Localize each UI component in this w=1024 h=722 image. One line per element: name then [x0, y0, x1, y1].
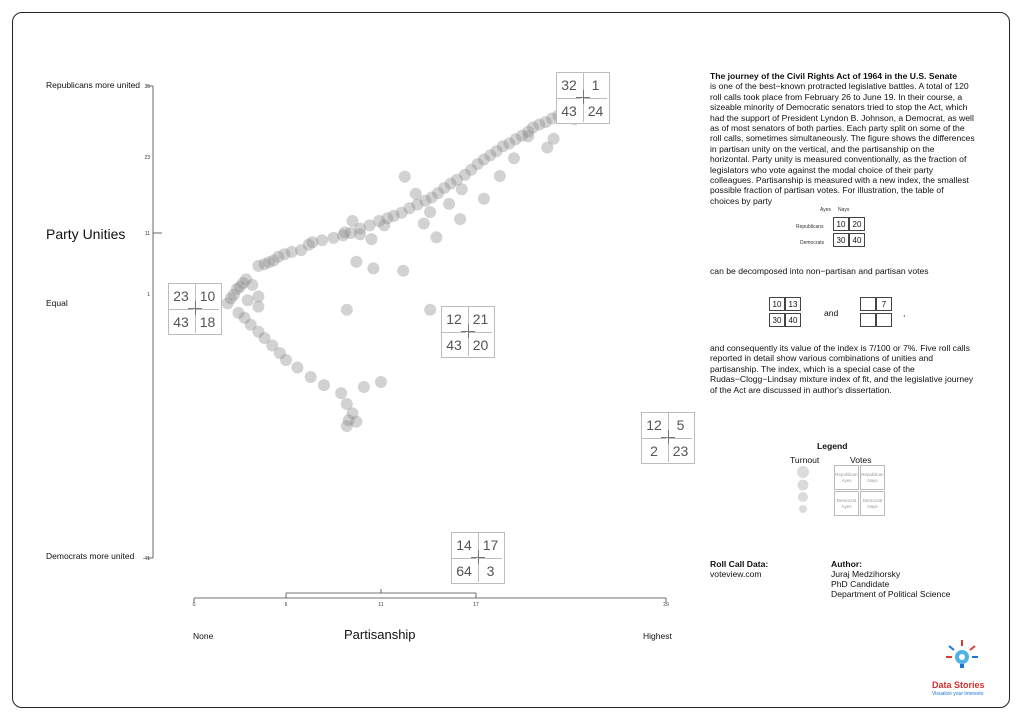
legend-turnout-circles [790, 466, 816, 518]
legend-title: Legend [817, 441, 848, 451]
data-point [358, 381, 370, 393]
y-tick-label: 23 [144, 155, 150, 161]
example-row-dem: Democrats [800, 240, 825, 246]
roll-call-box-1 [556, 72, 610, 124]
data-point [341, 304, 353, 316]
data-point [508, 152, 520, 164]
data-point [242, 294, 254, 306]
example-col-ayes: Ayes [820, 207, 832, 213]
data-point [339, 226, 351, 238]
x-tick-label: 11 [378, 602, 384, 608]
description-title: The journey of the Civil Rights Act of 1964 in the U.S. Senate [710, 71, 958, 81]
author-name: Juraj Medzihorsky [831, 569, 901, 579]
legend-cell-dem-nays: Democrat Nays [860, 491, 885, 516]
legend-turnout-label: Turnout [790, 455, 820, 465]
data-point [354, 228, 366, 240]
logo-tagline: Visualize your interests [932, 691, 984, 697]
example-cell: 40 [849, 233, 865, 247]
author-title: PhD Candidate [831, 579, 890, 589]
data-point [303, 239, 315, 251]
p-cell [876, 313, 892, 327]
x-tick-label: 6 [284, 602, 288, 608]
y-tick-label: 1 [147, 292, 150, 298]
rc2-repub-nays: 10 [195, 284, 219, 308]
data-point [494, 170, 506, 182]
data-point [252, 301, 264, 313]
x-tick-label: 0 [192, 602, 196, 608]
data-point [378, 219, 390, 231]
data-point [318, 379, 330, 391]
and-label: and [824, 308, 839, 318]
legend-votes-label: Votes [850, 455, 872, 465]
description-text [710, 71, 975, 206]
data-point [305, 371, 317, 383]
rc4-dem-ayes: 2 [642, 438, 666, 462]
x-label-left: None [193, 631, 214, 641]
rc3-dem-ayes: 43 [442, 332, 466, 356]
example-cell: 30 [833, 233, 849, 247]
data-point [548, 133, 560, 145]
data-point [246, 279, 258, 291]
data-source-link[interactable]: voteview.com [710, 569, 762, 579]
rc4-repub-nays: 5 [668, 413, 692, 437]
logo-name: Data Stories [932, 680, 985, 690]
decompose-text: can be decomposed into non−partisan and partisan votes [710, 266, 929, 276]
conclusion-text: and consequently its value of the index is 7/100 or 7%. Five roll calls reported in detail show various combinations of unities and partisanship. The index, which is a special case of the Rudas−Clogg−Lindsay mixture index of fit, and the legislative journey of the Act are discussed in author's dissertation. [710, 343, 974, 395]
y-tick-label: 11 [144, 231, 150, 237]
rc5-dem-nays: 3 [478, 558, 502, 582]
data-point [375, 376, 387, 388]
data-point [399, 171, 411, 183]
rc1-repub-nays: 1 [583, 73, 607, 97]
rc2-repub-ayes: 23 [173, 288, 189, 304]
data-point [454, 213, 466, 225]
plot-axes [143, 84, 669, 608]
data-point [410, 188, 422, 200]
legend-cell-dem-ayes: Democrat Ayes [834, 491, 859, 516]
data-point [347, 215, 359, 227]
roll-call-box-2 [168, 283, 222, 335]
roll-call-box-4 [641, 412, 695, 464]
data-point [341, 420, 353, 432]
legend-cell-rep-ayes: Republican Ayes [834, 465, 859, 490]
rc5-repub-nays: 17 [478, 533, 502, 557]
legend-cell-rep-nays: Republican Nays [860, 465, 885, 490]
rc4-dem-nays: 23 [668, 438, 692, 462]
data-point [335, 387, 347, 399]
roll-call-box-5 [451, 532, 505, 584]
data-point [424, 206, 436, 218]
example-cell: 10 [833, 217, 849, 231]
np-cell: 40 [785, 313, 801, 327]
p-cell [860, 313, 876, 327]
y-label-equal: Equal [46, 298, 68, 308]
rc2-dem-nays: 18 [195, 309, 219, 333]
example-row-rep: Republicans [796, 224, 824, 230]
data-point [366, 233, 378, 245]
p-cell: 7 [876, 297, 892, 311]
data-source-label: Roll Call Data: [710, 559, 769, 569]
rc4-repub-ayes: 12 [646, 417, 662, 433]
y-tick-label: -41 [142, 556, 150, 562]
x-tick-label: 17 [473, 602, 479, 608]
rc5-repub-ayes: 14 [456, 537, 472, 553]
data-point [397, 265, 409, 277]
rc3-repub-nays: 21 [468, 307, 492, 331]
data-point [316, 234, 328, 246]
author-label: Author: [831, 559, 863, 569]
data-point [522, 130, 534, 142]
author-dept: Department of Political Science [831, 589, 951, 599]
rc3-dem-nays: 20 [468, 332, 492, 356]
data-point [456, 183, 468, 195]
data-point [350, 256, 362, 268]
data-point [443, 198, 455, 210]
np-cell: 10 [769, 297, 785, 311]
y-label-bottom: Democrats more united [46, 551, 135, 561]
rc1-repub-ayes: 32 [561, 77, 577, 93]
rc3-repub-ayes: 12 [446, 311, 462, 327]
y-tick-label: 35 [144, 84, 150, 90]
rc5-dem-ayes: 64 [452, 558, 476, 582]
data-point [478, 193, 490, 205]
data-point [430, 231, 442, 243]
description-body: is one of the best−known protracted legislative battles. A total of 120 roll calls took place from February 26 to June 19. In their course, a sizeable minority of Democratic senators tried to stop the Act, which had the support of President Lyndon B. Johnson, a Democrat, as well as of most senators of both parties. Each party split on some of the roll calls, sometimes simultaneously. The figure shows the differences in partisan unity on the vertical, and the partisanship on the horizontal. Party unity is measured conventionally, as the fraction of legislators who vote against the modal choice of their party colleagues. Partisanship is measured with a new index, the smallest possible fraction of partisan votes. For illustration, the table of choices by party [710, 81, 975, 206]
y-label-top: Republicans more united [46, 80, 141, 90]
rc1-dem-ayes: 43 [557, 98, 581, 122]
example-col-nays: Nays [838, 207, 850, 213]
data-point [418, 218, 430, 230]
data-point [367, 262, 379, 274]
data-point [424, 304, 436, 316]
np-cell: 30 [769, 313, 785, 327]
rc2-dem-ayes: 43 [169, 309, 193, 333]
x-tick-label: 29 [663, 602, 669, 608]
rc1-dem-nays: 24 [583, 98, 607, 122]
data-points [222, 93, 601, 432]
data-point [280, 354, 292, 366]
p-cell [860, 297, 876, 311]
data-point [291, 362, 303, 374]
y-axis-title: Party Unities [46, 226, 126, 242]
x-label-right: Highest [643, 631, 672, 641]
np-cell: 13 [785, 297, 801, 311]
roll-call-box-3 [441, 306, 495, 358]
data-stories-logo-icon [944, 638, 980, 674]
x-axis-title: Partisanship [344, 627, 416, 642]
example-cell: 20 [849, 217, 865, 231]
partisan-comma: , [903, 308, 906, 318]
